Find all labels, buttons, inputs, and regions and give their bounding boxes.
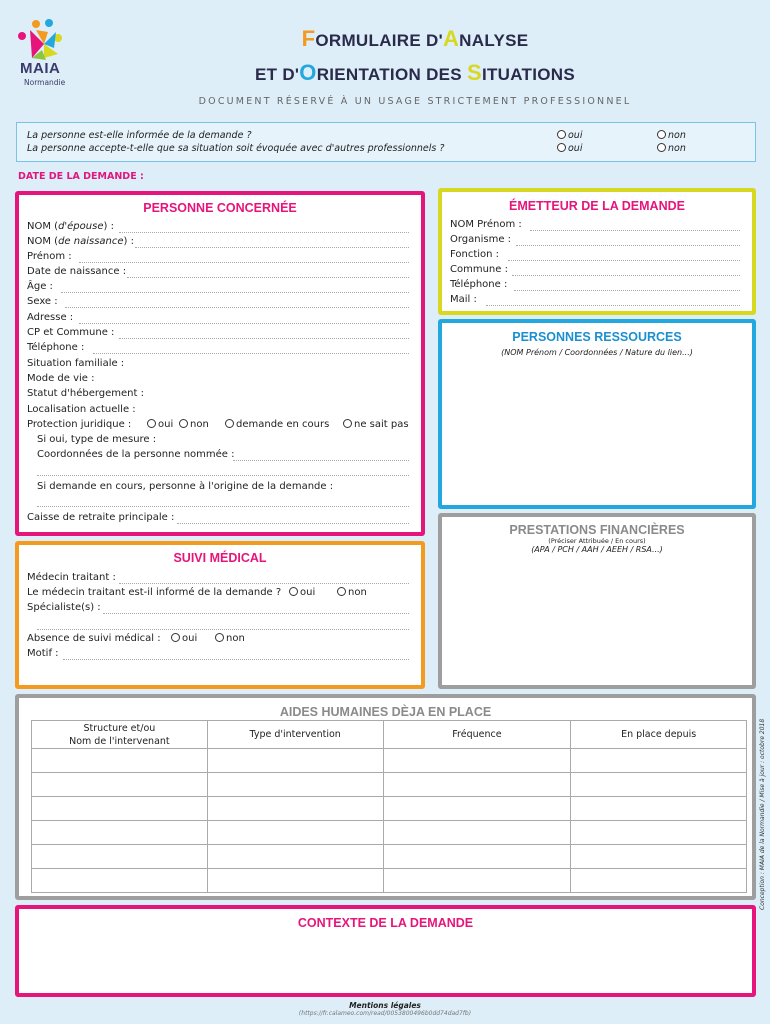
emetteur-mail-field[interactable]: Mail : <box>450 294 477 308</box>
age-field[interactable]: Âge : <box>27 281 53 295</box>
table-cell[interactable] <box>571 749 747 773</box>
prestations-financieres-section <box>438 513 756 689</box>
column-header: Fréquence <box>383 721 571 749</box>
logo-name: MAIA <box>20 60 61 77</box>
absence-non-option[interactable]: non <box>215 633 245 644</box>
motif-field[interactable]: Motif : <box>27 648 59 662</box>
column-header: En place depuis <box>571 721 747 749</box>
absence-suivi-field: Absence de suivi médical : oui non <box>27 633 245 644</box>
medecin-informe-field: Le médecin traitant est-il informé de la demande ? oui non <box>27 587 367 598</box>
table-row <box>32 845 747 869</box>
radio-icon[interactable] <box>215 633 224 642</box>
prenom-field[interactable]: Prénom : <box>27 251 72 265</box>
table-cell[interactable] <box>32 773 208 797</box>
radio-icon[interactable] <box>557 130 566 139</box>
section-title: SUIVI MÉDICAL <box>173 551 267 565</box>
conception-note: Conception : MAIA de la Normandie / Mise à jour : octobre 2018 <box>759 718 766 910</box>
emetteur-section <box>438 188 756 315</box>
table-header-row <box>32 721 747 749</box>
section-title: ÉMETTEUR DE LA DEMANDE <box>509 199 685 213</box>
table-cell[interactable] <box>207 845 383 869</box>
coordonnees-nommee-field[interactable]: Coordonnées de la personne nommée : <box>37 449 235 463</box>
statut-hebergement-field[interactable]: Statut d'hébergement : <box>27 388 144 399</box>
absence-oui-option[interactable]: oui <box>171 633 197 644</box>
table-row <box>32 797 747 821</box>
adresse-field[interactable]: Adresse : <box>27 312 73 326</box>
table-cell[interactable] <box>571 845 747 869</box>
situation-familiale-field[interactable]: Situation familiale : <box>27 358 125 369</box>
table-cell[interactable] <box>32 845 208 869</box>
radio-icon[interactable] <box>657 143 666 152</box>
contexte-section <box>15 905 756 997</box>
personne-concernee-section <box>15 191 425 536</box>
footer-url[interactable]: (https://fr.calameo.com/read/0053800496b0dd74dad7fb) <box>298 1010 472 1017</box>
type-mesure-field[interactable]: Si oui, type de mesure : <box>37 434 157 445</box>
radio-icon[interactable] <box>289 587 298 596</box>
page-title-line1: FORMULAIRE D'ANALYSE <box>301 26 529 51</box>
medecin-traitant-field[interactable]: Médecin traitant : <box>27 572 116 586</box>
table-cell[interactable] <box>571 773 747 797</box>
column-header: Type d'intervention <box>207 721 383 749</box>
accepts-non-option[interactable]: non <box>657 143 686 154</box>
table-cell[interactable] <box>207 749 383 773</box>
specialistes-field[interactable]: Spécialiste(s) : <box>27 602 101 616</box>
radio-icon[interactable] <box>337 587 346 596</box>
section-title: PERSONNE CONCERNÉE <box>143 201 297 215</box>
aides-table <box>31 720 747 893</box>
section-note: (APA / PCH / AAH / AEEH / RSA...) <box>531 545 663 554</box>
section-title: CONTEXTE DE LA DEMANDE <box>297 916 474 930</box>
emetteur-nom-field[interactable]: NOM Prénom : <box>450 219 522 233</box>
consent-question-accepts: La personne accepte-t-elle que sa situation soit évoquée avec d'autres professionnels ? <box>27 143 445 154</box>
protection-non-option[interactable]: non <box>179 419 209 430</box>
emetteur-telephone-field[interactable]: Téléphone : <box>450 279 507 293</box>
table-cell[interactable] <box>571 869 747 893</box>
table-cell[interactable] <box>383 797 571 821</box>
table-cell[interactable] <box>32 869 208 893</box>
section-note: (NOM Prénom / Coordonnées / Nature du lien...) <box>501 348 693 357</box>
section-title: PERSONNES RESSOURCES <box>512 330 682 344</box>
protection-nsp-option[interactable]: ne sait pas <box>343 419 409 430</box>
page-title-line2: ET D'ORIENTATION DES SITUATIONS <box>255 60 575 85</box>
protection-oui-option[interactable]: oui <box>147 419 173 430</box>
section-title: PRESTATIONS FINANCIÈRES <box>509 523 685 537</box>
table-cell[interactable] <box>383 821 571 845</box>
aides-humaines-section <box>15 694 756 900</box>
table-cell[interactable] <box>383 749 571 773</box>
protection-juridique-field: Protection juridique : oui non demande en cours ne sait pas <box>27 419 409 430</box>
table-cell[interactable] <box>32 797 208 821</box>
column-header: Structure et/ou Nom de l'intervenant <box>32 721 208 749</box>
date-demande-label: DATE DE LA DEMANDE : <box>18 171 144 182</box>
table-cell[interactable] <box>207 821 383 845</box>
consent-box <box>16 122 756 162</box>
origine-demande-field[interactable]: Si demande en cours, personne à l'origine de la demande : <box>37 481 334 492</box>
telephone-field[interactable]: Téléphone : <box>27 342 84 356</box>
section-note: (Préciser Attribuée / En cours) <box>548 537 646 545</box>
caisse-retraite-field[interactable]: Caisse de retraite principale : <box>27 512 174 526</box>
emetteur-fonction-field[interactable]: Fonction : <box>450 249 499 263</box>
emetteur-organisme-field[interactable]: Organisme : <box>450 234 511 248</box>
radio-icon[interactable] <box>225 419 234 428</box>
informed-oui-option[interactable]: oui <box>557 130 582 141</box>
table-cell[interactable] <box>207 869 383 893</box>
table-cell[interactable] <box>383 773 571 797</box>
table-row <box>32 773 747 797</box>
radio-icon[interactable] <box>147 419 156 428</box>
protection-en-cours-option[interactable]: demande en cours <box>225 419 329 430</box>
emetteur-commune-field[interactable]: Commune : <box>450 264 508 278</box>
logo-region: Normandie <box>24 78 66 87</box>
informe-non-option[interactable]: non <box>337 587 367 598</box>
table-cell[interactable] <box>571 797 747 821</box>
informed-non-option[interactable]: non <box>657 130 686 141</box>
table-row <box>32 821 747 845</box>
suivi-medical-section <box>15 541 425 689</box>
consent-question-informed: La personne est-elle informée de la demande ? <box>27 130 252 141</box>
table-row <box>32 749 747 773</box>
nom-naissance-field[interactable]: NOM (de naissance) : <box>27 236 134 250</box>
personnes-ressources-section <box>438 319 756 509</box>
nom-epouse-field[interactable]: NOM (d'épouse) : <box>27 221 114 235</box>
localisation-field[interactable]: Localisation actuelle : <box>27 404 136 415</box>
table-cell[interactable] <box>207 773 383 797</box>
accepts-oui-option[interactable]: oui <box>557 143 582 154</box>
page-subtitle: DOCUMENT RÉSERVÉ À UN USAGE STRICTEMENT PROFESSIONNEL <box>198 96 632 107</box>
informe-oui-option[interactable]: oui <box>289 587 315 598</box>
table-row <box>32 869 747 893</box>
table-cell[interactable] <box>207 797 383 821</box>
date-naissance-field[interactable]: Date de naissance : <box>27 266 126 280</box>
table-cell[interactable] <box>32 749 208 773</box>
mode-de-vie-field[interactable]: Mode de vie : <box>27 373 95 384</box>
radio-icon[interactable] <box>179 419 188 428</box>
radio-icon[interactable] <box>657 130 666 139</box>
radio-icon[interactable] <box>171 633 180 642</box>
table-cell[interactable] <box>383 869 571 893</box>
cp-commune-field[interactable]: CP et Commune : <box>27 327 114 341</box>
table-cell[interactable] <box>571 821 747 845</box>
table-cell[interactable] <box>32 821 208 845</box>
radio-icon[interactable] <box>343 419 352 428</box>
radio-icon[interactable] <box>557 143 566 152</box>
sexe-field[interactable]: Sexe : <box>27 296 58 310</box>
table-cell[interactable] <box>383 845 571 869</box>
section-title: AIDES HUMAINES DÈJA EN PLACE <box>279 705 492 719</box>
mentions-legales-link[interactable]: Mentions légales <box>349 1001 421 1010</box>
